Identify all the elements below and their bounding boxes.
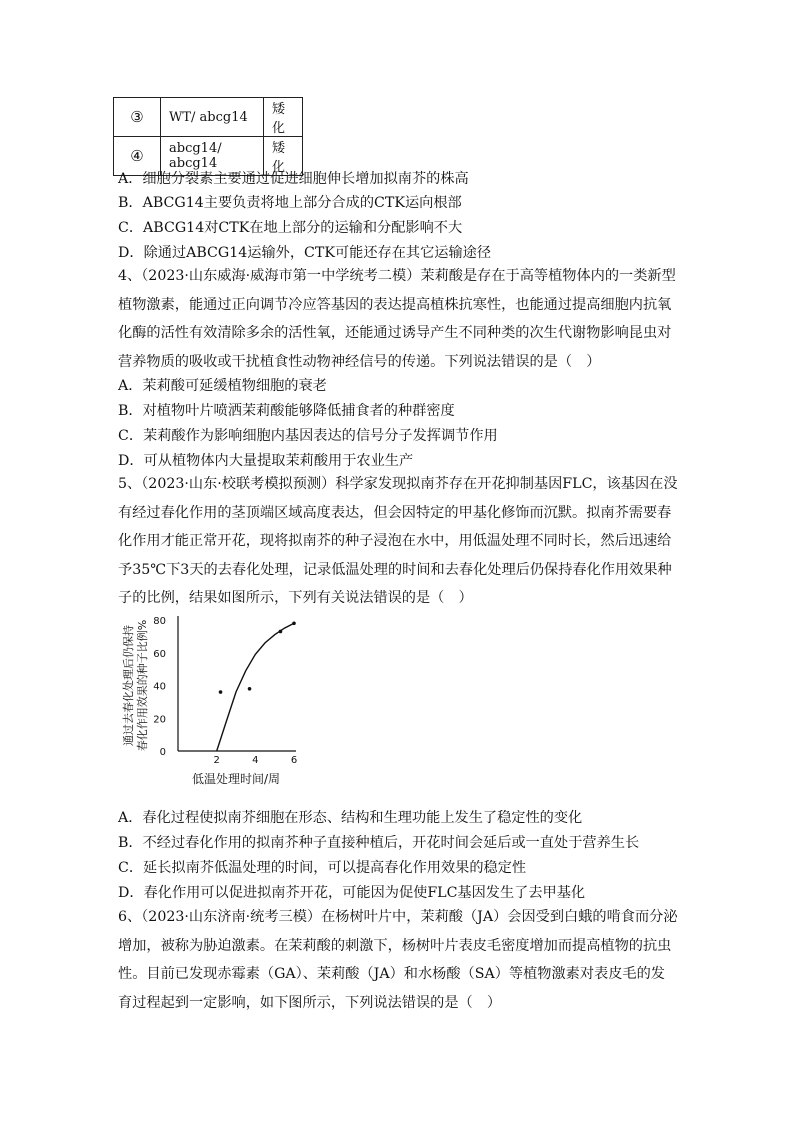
stem-line: 营养物质的吸收或干扰植食性动物神经信号的传递。下列说法错误的是（ ） [118,353,601,370]
q3-option-d: D．除通过ABCG14运输外，CTK可能还存在其它运输途径 [118,245,492,261]
q3-option-b: B．ABCG14主要负责将地上部分合成的CTK运向根部 [118,195,462,211]
x-tick-label: 6 [290,755,298,766]
stem-line: 增加，被称为胁迫激素。在茉莉酸的刺激下，杨树叶片表皮毛密度增加而提高植物的抗虫 [118,937,672,954]
trend-curve [217,623,294,751]
q4-option-d: D．可从植物体内大量提取茉莉酸用于农业生产 [118,453,414,469]
stem-line: 子的比例，结果如图所示，下列有关说法错误的是（ ） [118,590,473,606]
x-tick-label: 4 [252,755,259,766]
genotype-cell: WT/ abcg14 [161,98,264,137]
stem-line: 4、（2023·山东威海·威海市第一中学统考二模）茉莉酸是存在于高等植物体内的一类新型 [118,268,676,284]
stem-line: 5、（2023·山东·校联考模拟预测）科学家发现拟南芥存在开花抑制基因FLC，该基因在没 [118,476,678,492]
q5-option-b: B．不经过春化作用的拟南芥种子直接种植后，开花时间会延后或一直处于营养生长 [118,835,640,851]
q3-option-c: C．ABCG14对CTK在地上部分的运输和分配影响不大 [118,220,463,236]
y-tick-label: 20 [153,714,166,726]
data-point [279,630,283,634]
phenotype-cell: 矮化 [264,137,303,176]
y-axis-label-line1: 通过去春化处理后仍保持 [122,625,135,746]
stem-line: 育过程起到一定影响，如下图所示，下列说法错误的是（ ） [118,994,502,1011]
x-tick-label: 2 [213,755,220,766]
stem-line: 予35℃下3天的去春化处理，记录低温处理的时间和去春化处理后仍保持春化作用效果种 [118,561,672,578]
q6-stem [118,903,684,1017]
table-row [114,98,303,137]
q5-stem [118,470,684,613]
vernalization-chart [118,606,318,788]
data-point [292,621,296,625]
phenotype-cell: 矮化 [264,98,303,137]
stem-line: 化酶的活性有效清除多余的活性氧，还能通过诱导产生不同种类的次生代谢物影响昆虫对 [118,325,672,341]
q4-option-a: A．茉莉酸可延缓植物细胞的衰老 [118,378,327,394]
genotype-table [113,97,303,176]
y-tick-label: 60 [153,648,166,660]
q5-option-d: D．春化作用可以促进拟南芥开花，可能因为促使FLC基因发生了去甲基化 [118,885,586,901]
y-tick-label: 80 [153,616,166,627]
q3-option-a: A．细胞分裂素主要通过促进细胞伸长增加拟南芥的株高 [118,171,469,187]
genotype-cell: abcg14/ abcg14 [161,137,264,176]
stem-line: 6、（2023·山东济南·统考三模）在杨树叶片中，茉莉酸（JA）会因受到白蛾的啃食而分泌 [118,909,678,925]
x-axis-label: 低温处理时间/周 [191,772,281,786]
row-number: ④ [114,137,161,176]
y-tick-label: 40 [153,681,166,693]
y-axis-label-line2: 春化作用效果的种子比例% [136,619,149,752]
row-number: ③ [114,98,161,137]
data-point [219,690,223,694]
stem-line: 化作用才能正常开花，现将拟南芥的种子浸泡在水中，用低温处理不同时长，然后迅速给 [118,533,672,549]
q5-option-a: A．春化过程使拟南芥细胞在形态、结构和生理功能上发生了稳定性的变化 [118,810,583,826]
q4-stem [118,262,684,376]
stem-line: 有经过春化作用的茎顶端区域高度表达，但会因特定的甲基化修饰而沉默。拟南芥需要春 [118,504,672,521]
y-tick-label: 0 [159,747,166,758]
stem-line: 植物激素，能通过正向调节冷应答基因的表达提高植株抗寒性，也能通过提高细胞内抗氧 [118,296,672,313]
q4-option-c: C．茉莉酸作为影响细胞内基因表达的信号分子发挥调节作用 [118,428,498,444]
data-point [248,687,252,691]
stem-line: 性。目前已发现赤霉素（GA）、茉莉酸（JA）和水杨酸（SA）等植物激素对表皮毛的发 [118,966,665,982]
q4-option-b: B．对植物叶片喷洒茉莉酸能够降低捕食者的种群密度 [118,403,455,419]
q5-option-c: C．延长拟南芥低温处理的时间，可以提高春化作用效果的稳定性 [118,860,527,876]
